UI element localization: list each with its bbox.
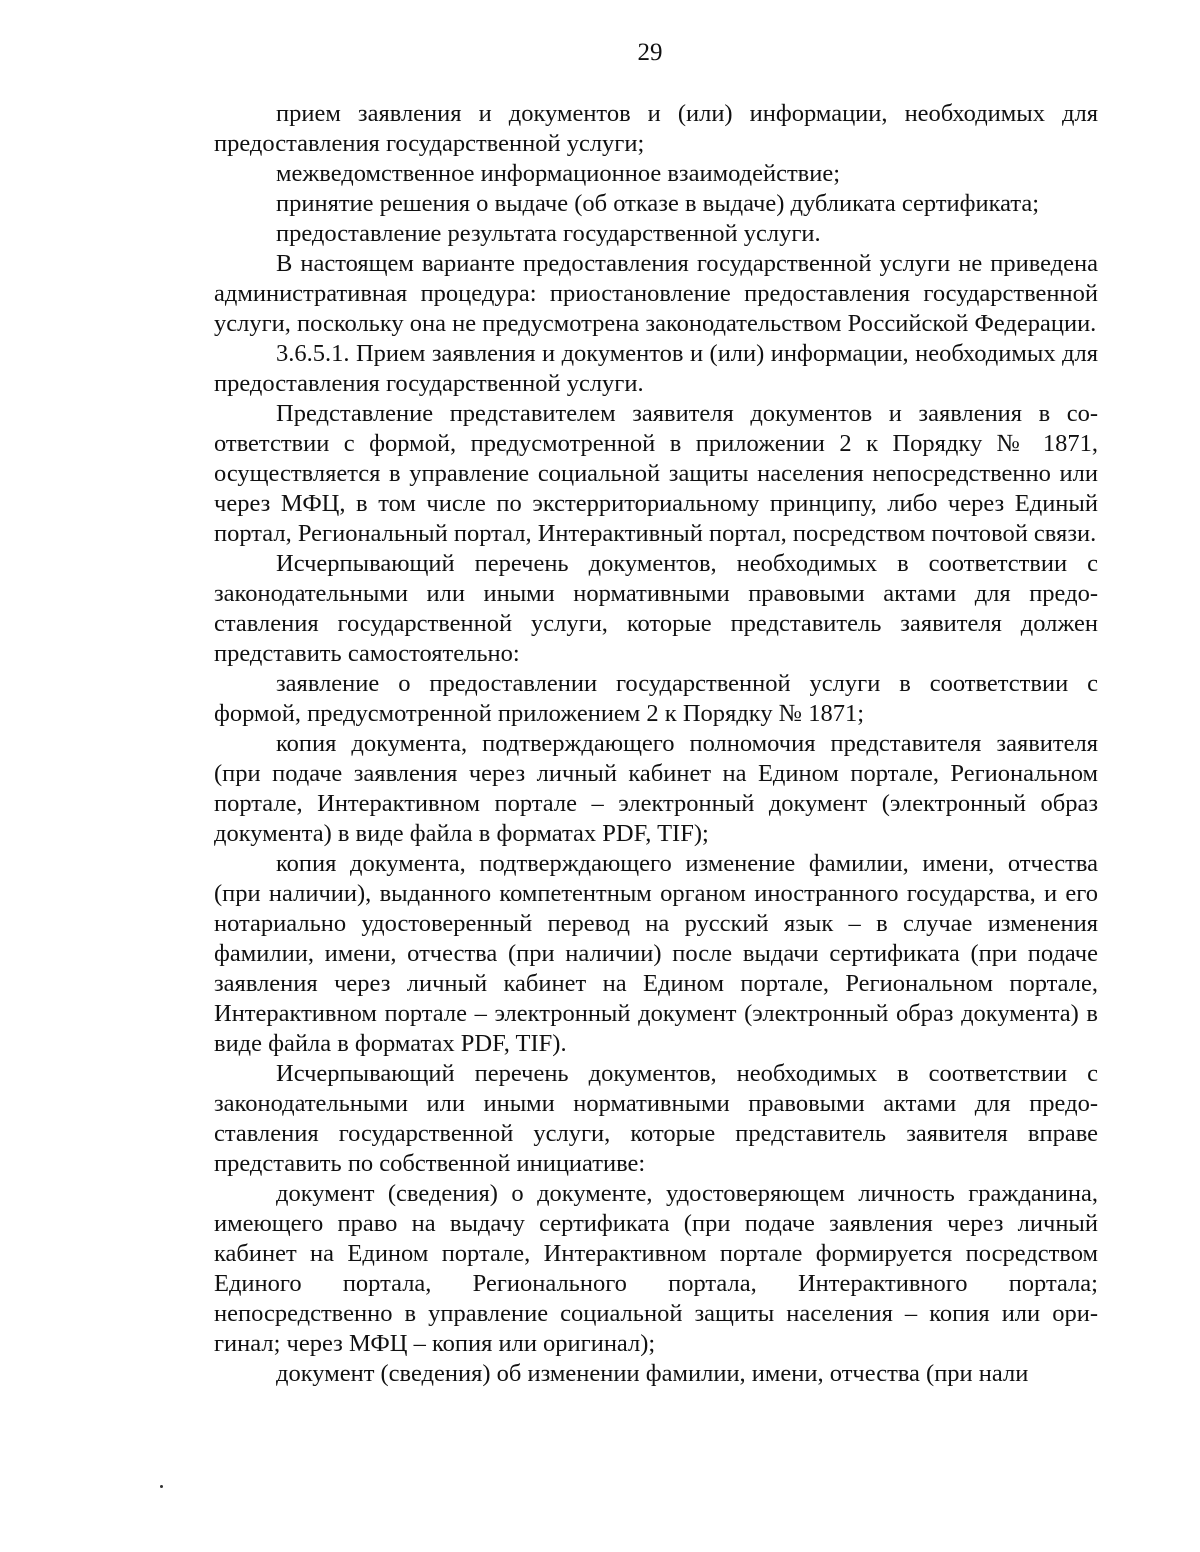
- list-item-name-change-copy: копия документа, подтверждающего изменение фамилии, имени, отчества (при наличии), выданного компетентным органом иностранного государства, и его нотариально удостоверенный перевод на русский язык – в случае изменения фамилии, имени, отчества (при наличии) после выдачи сертификата (при подаче заявления через личный кабинет на Едином портале, Региональном портале, Интерактивном портале – электронный документ (электронный образ документа) в виде файла в форматах PDF, TIF).: [214, 850, 1098, 1057]
- list-item-name-change-doc: документ (сведения) об изменении фамилии, имени, отчества (при нали: [276, 1360, 1029, 1387]
- list-item-authority-copy: копия документа, подтверждающего полномочия представителя заявителя (при подаче заявления через личный кабинет на Едином портале, Региональном портале, Интерактивном портале – электронный документ (электронный образ документа) в виде файла в форматах PDF, TIF);: [214, 730, 1098, 847]
- list-item-identity-doc: документ (сведения) о документе, удостоверяющем личность гражданина, имеющего право на выдачу сертификата (при подаче заявления через личный кабинет на Едином портале, Интерактивном портале формируется посредством Единого портала, Регионального портала, Интерактивного портала; непосредственно в управление социальной защиты населения – копия или оригинал; через МФЦ – копия или оригинал);: [214, 1180, 1098, 1357]
- paragraph-suspension-note: В настоящем варианте предоставления государственной услуги не приведена административная процедура: приостановление предоставления государственной услуги, поскольку она не предусмотрена законодательством Российской Федерации.: [214, 250, 1098, 337]
- paragraph-stage-2: межведомственное информационное взаимодействие;: [276, 160, 841, 187]
- paragraph-stage-4: предоставление результата государственной услуги.: [276, 220, 821, 247]
- paragraph-stage-3: принятие решения о выдаче (об отказе в выдаче) дубликата сертификата;: [276, 190, 1040, 217]
- paragraph-submission: Представление представителем заявителя документов и заявления в соответствии с формой, предусмотренной в приложении 2 к Порядку № 1871, осуществляется в управление социальной защиты населения непосредственно или через МФЦ, в том числе по экстерриториальному принципу, либо через Единый портал, Региональный портал, Интерактивный портал, посредством почтовой связи.: [214, 400, 1098, 547]
- page-number: 29: [637, 39, 663, 66]
- list-item-application: заявление о предоставлении государственной услуги в соответствии с формой, предусмотренной приложением 2 к Порядку № 1871;: [214, 670, 1098, 727]
- paragraph-optional-docs-intro: Исчерпывающий перечень документов, необходимых в соответствии с законодательными или иными нормативными правовыми актами для предоставления государственной услуги, которые представитель заявителя вправе представить по собственной инициативе:: [214, 1060, 1098, 1177]
- document-body: [214, 99, 1098, 1389]
- paragraph-required-docs-intro: Исчерпывающий перечень документов, необходимых в соответствии с законодательными или иными нормативными правовыми актами для предоставления государственной услуги, которые представитель заявителя должен представить самостоятельно:: [214, 550, 1098, 667]
- paragraph-stage-1: прием заявления и документов и (или) информации, необходимых для предоставления государственной услуги;: [214, 100, 1098, 157]
- scan-speck: [160, 1485, 163, 1488]
- paragraph-section-heading: 3.6.5.1. Прием заявления и документов и (или) информации, необходимых для предоставления государственной услуги.: [214, 340, 1098, 397]
